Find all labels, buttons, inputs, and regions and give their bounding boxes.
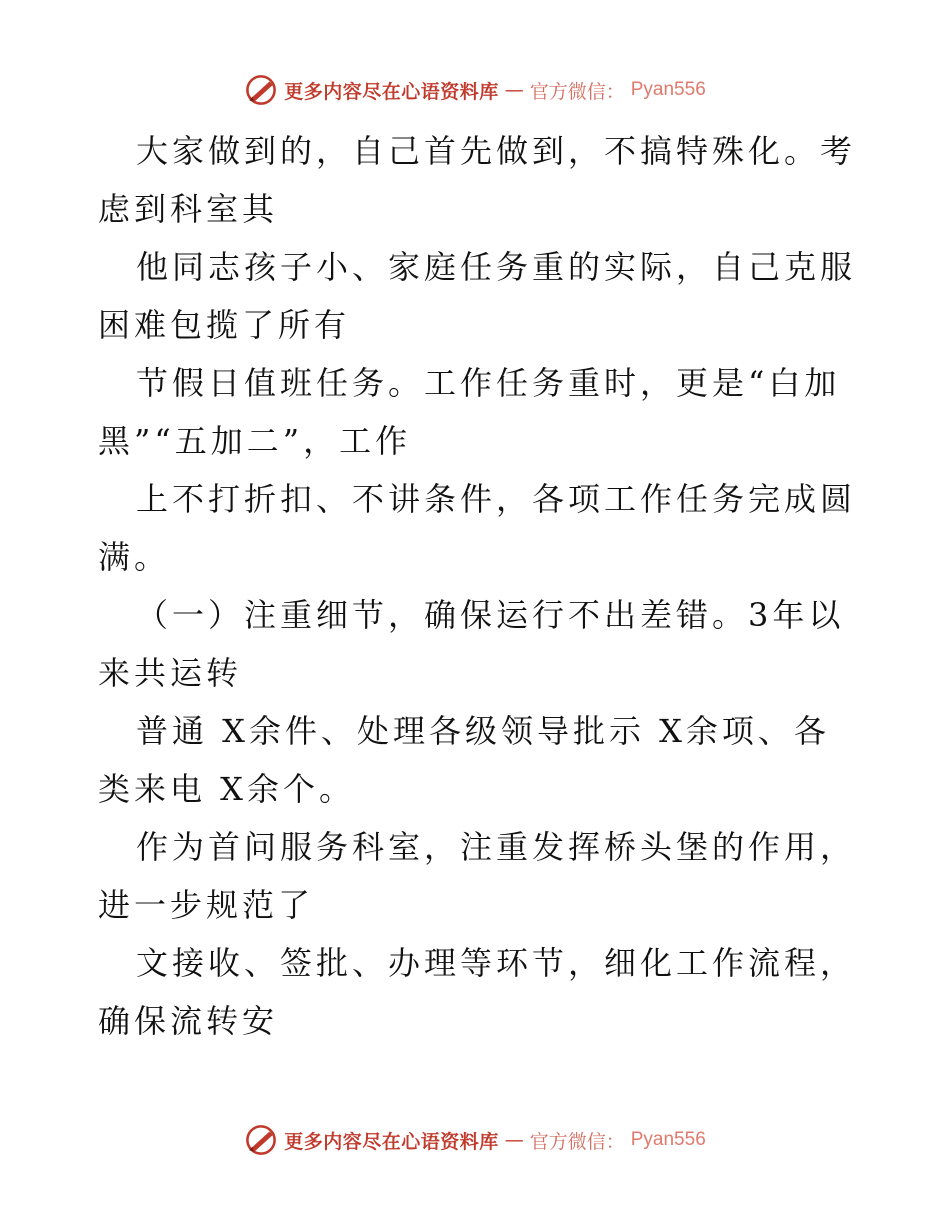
banner-title: 更多内容尽在心语资料库 [284,80,499,103]
banner-separator: — [504,79,524,101]
paragraph: 普通 X余件、处理各级领导批示 X余项、各类来电 X余个。 [98,712,830,808]
footer-banner [0,1120,950,1160]
paragraph: 大家做到的，自己首先做到，不搞特殊化。考虑到科室其 [98,132,857,228]
paragraph: 上不打折扣、不讲条件，各项工作任务完成圆满。 [98,480,857,576]
paragraph: 文接收、签批、办理等环节，细化工作流程，确保流转安 [98,944,857,1040]
paragraph: 作为首问服务科室，注重发挥桥头堡的作用，进一步规范了 [98,828,857,924]
paragraph: 节假日值班任务。工作任务重时，更是“白加黑”“五加二”，工作 [98,364,841,460]
banner-wechat-id: Pyan556 [630,1129,706,1150]
paragraph: 他同志孩子小、家庭任务重的实际，自己克服困难包揽了所有 [98,248,857,344]
banner-title: 更多内容尽在心语资料库 [284,1130,499,1153]
banner-wechat-id: Pyan556 [630,79,706,100]
banner-wechat-label: 官方微信： [529,1130,625,1153]
document-body [98,122,858,1050]
pen-logo-icon [244,73,278,107]
banner-separator: — [504,1129,524,1151]
paragraph: （一）注重细节，确保运行不出差错。3年以来共运转 [98,596,845,692]
header-banner [0,70,950,110]
pen-logo-icon [244,1123,278,1157]
banner-wechat-label: 官方微信： [529,80,625,103]
